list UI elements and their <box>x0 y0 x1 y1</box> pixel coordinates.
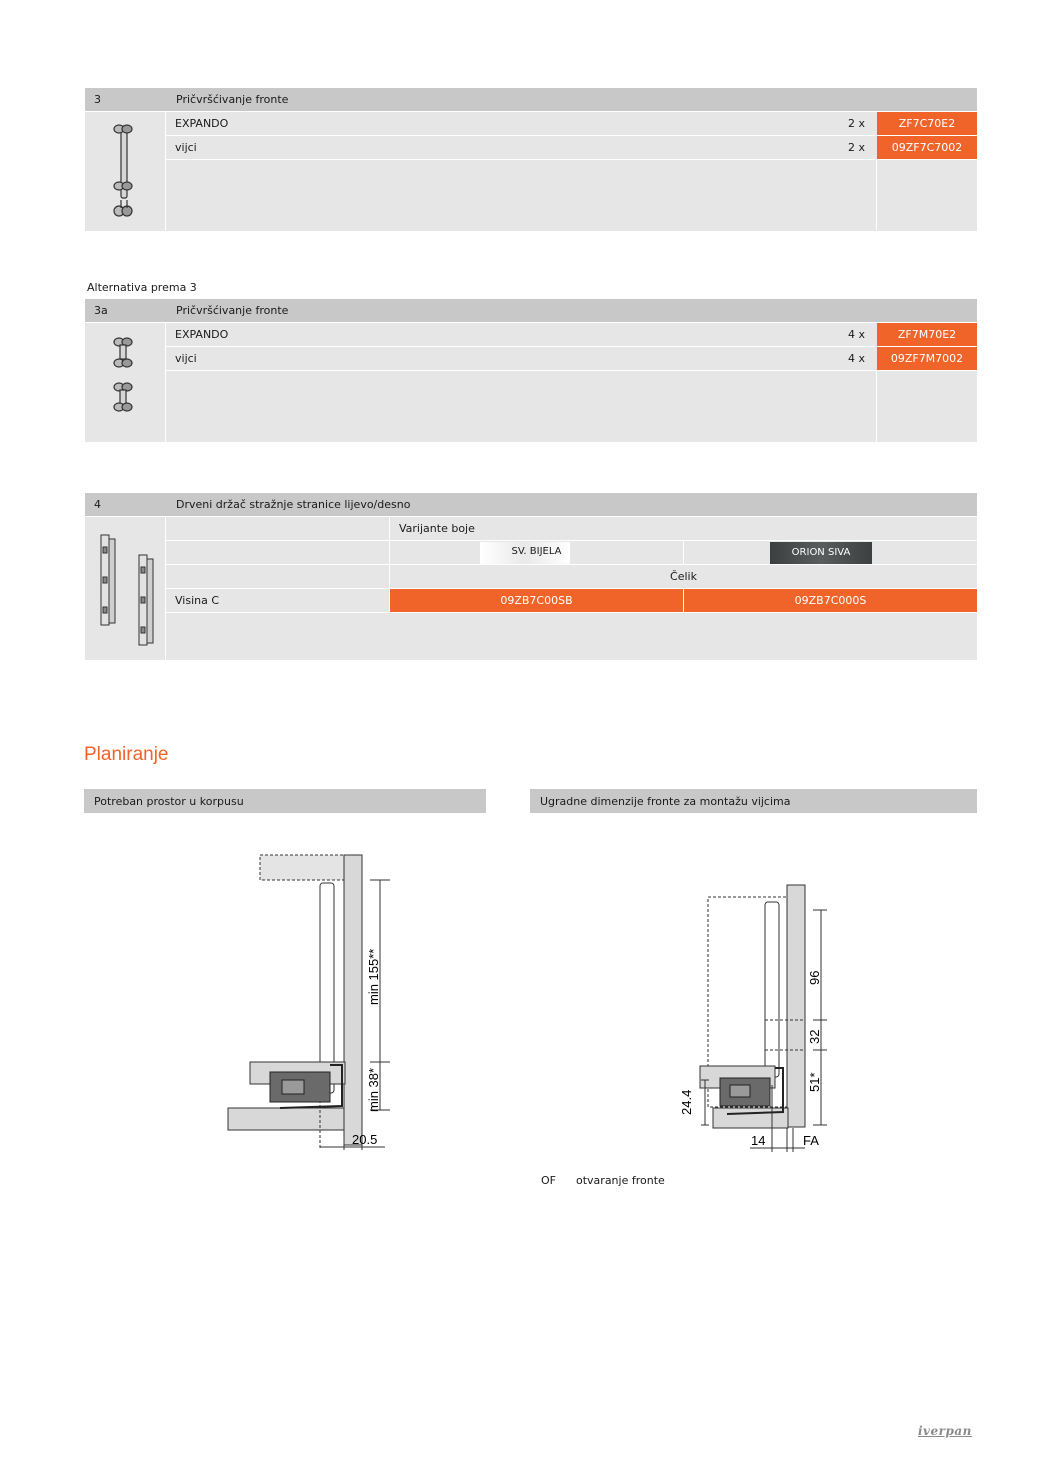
left-diagram-bar <box>84 789 486 813</box>
table-row <box>166 112 977 135</box>
table-row <box>166 517 977 540</box>
row-label-cell <box>166 589 389 612</box>
dim-label: min 38* <box>366 1067 381 1112</box>
dim-label: 51* <box>807 1072 822 1092</box>
item-code: 09ZB7C000S <box>684 589 977 612</box>
grey-swatch: ORION SIVA <box>770 542 872 564</box>
left-diagram-title: Potreban prostor u korpusu <box>94 795 244 808</box>
table-row <box>166 541 977 564</box>
dim-label: 24.4 <box>679 1089 694 1115</box>
color-variants-cell <box>390 517 977 540</box>
row-label: Visina C <box>175 594 220 607</box>
section-number: 3a <box>94 304 108 317</box>
table-row <box>166 323 977 346</box>
empty-cell <box>877 371 977 442</box>
empty-cell <box>166 565 389 588</box>
product-image-cell <box>85 323 165 442</box>
dim-label: 32 <box>807 1029 822 1044</box>
table-header <box>85 88 977 111</box>
item-code: ZF7M70E2 <box>877 323 977 346</box>
item-label: EXPANDO <box>175 117 229 130</box>
dim-label: FA <box>803 1133 819 1148</box>
section-number: 4 <box>94 498 101 511</box>
dim-label: 96 <box>807 970 822 985</box>
item-code: 09ZF7C7002 <box>877 136 977 159</box>
table-row <box>166 565 977 588</box>
legend-key: OF <box>541 1174 556 1187</box>
table-header <box>85 299 977 322</box>
table-header <box>85 493 977 516</box>
color-white-label: SV. BIJELA <box>511 546 562 557</box>
planning-title: Planiranje <box>84 744 169 765</box>
empty-cell <box>166 541 389 564</box>
item-quantity: 4 x <box>847 352 865 365</box>
section-number: 3 <box>94 93 101 106</box>
empty-cell <box>166 160 876 231</box>
color-white-cell <box>390 541 683 564</box>
section-title: Pričvršćivanje fronte <box>176 304 289 317</box>
item-label: vijci <box>175 352 197 365</box>
item-code: 09ZF7M7002 <box>877 347 977 370</box>
dim-label: 20.5 <box>352 1132 378 1147</box>
alternative-note: Alternativa prema 3 <box>87 281 197 294</box>
item-quantity: 4 x <box>847 328 865 341</box>
legend-text: otvaranje fronte <box>576 1174 665 1187</box>
section-title: Pričvršćivanje fronte <box>176 93 289 106</box>
color-variants-label: Varijante boje <box>399 522 475 535</box>
right-diagram-bar <box>530 789 977 813</box>
item-quantity: 2 x <box>847 141 865 154</box>
dim-label: 14 <box>751 1133 766 1148</box>
item-label: EXPANDO <box>175 328 229 341</box>
empty-cell <box>166 613 977 660</box>
cabinet-space-diagram <box>220 850 400 1160</box>
empty-cell <box>166 371 876 442</box>
item-code: ZF7C70E2 <box>877 112 977 135</box>
table-row <box>166 136 977 159</box>
empty-cell <box>877 160 977 231</box>
section-title: Drveni držač stražnje stranice lijevo/desno <box>176 498 411 511</box>
color-grey-cell <box>684 541 977 564</box>
item-quantity: 2 x <box>847 117 865 130</box>
item-code: 09ZB7C00SB <box>390 589 683 612</box>
rear-panel-holder-icon <box>85 517 165 660</box>
material-label: Čelik <box>390 565 977 588</box>
right-diagram-title: Ugradne dimenzije fronte za montažu vijcima <box>540 795 791 808</box>
expando-fitting-icon <box>85 323 165 442</box>
item-label: vijci <box>175 141 197 154</box>
front-mount-diagram <box>675 880 855 1160</box>
dim-label: min 155** <box>366 948 381 1005</box>
table-row <box>166 347 977 370</box>
expando-fitting-icon <box>85 112 165 231</box>
product-image-cell <box>85 112 165 231</box>
product-image-cell <box>85 517 165 660</box>
table-row <box>166 589 977 612</box>
empty-cell <box>166 517 389 540</box>
brand-logo: iverpan <box>918 1424 972 1438</box>
